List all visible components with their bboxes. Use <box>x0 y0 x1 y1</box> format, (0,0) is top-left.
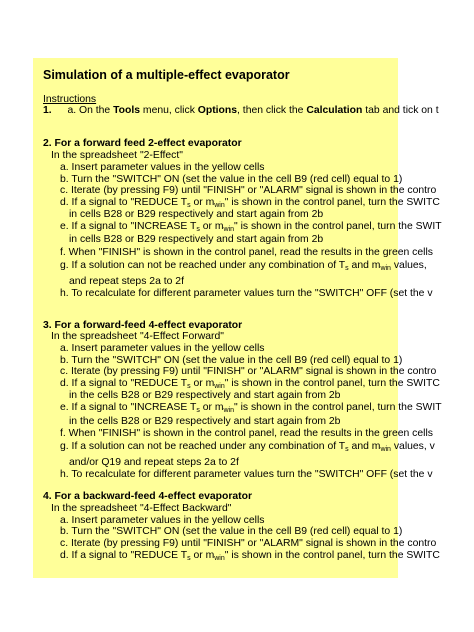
section-2-step-b: b. Turn the "SWITCH" ON (set the value in the cell B9 (red cell) equal to 1) <box>60 174 403 185</box>
section-2-step-e-cont: in cells B28 or B29 respectively and start again from 2b <box>69 234 324 245</box>
section-2-step-d: d. If a signal to "REDUCE $T_s$ or $m_{win}$" is shown in the control panel, turn the SWITC <box>60 197 440 209</box>
section-4-step-a: a. Insert parameter values in the yellow cells <box>60 515 265 526</box>
section-3-heading: 3. For a forward-feed 4-effect evaporator <box>43 320 243 331</box>
step-1: 1. a. On the Tools menu, click Options, then click the Calculation tab and tick on t <box>43 105 439 116</box>
section-3-step-f: f. When "FINISH" is shown in the control panel, read the results in the green cells <box>60 428 433 439</box>
section-2-heading: 2. For a forward feed 2-effect evaporator <box>43 138 242 149</box>
instructions-label: Instructions <box>43 94 97 105</box>
tools-menu-ref: Tools <box>113 105 141 116</box>
section-2-step-c: c. Iterate (by pressing F9) until "FINISH" or "ALARM" signal is shown in the contro <box>60 185 437 196</box>
section-2-step-g: g. If a solution can not be reached under any combination of $T_s$ and $m_{win}$ values, <box>60 260 427 272</box>
section-3-step-h: h. To recalculate for different parameter values turn the "SWITCH" OFF (set the v <box>60 469 433 480</box>
section-2-intro: In the spreadsheet "2-Effect" <box>51 150 183 161</box>
section-4-step-b: b. Turn the "SWITCH" ON (set the value in the cell B9 (red cell) equal to 1) <box>60 526 403 537</box>
spreadsheet-area <box>33 58 442 578</box>
section-3-step-g-cont: and/or Q19 and repeat steps 2a to 2f <box>69 457 239 468</box>
section-2-step-e: e. If a signal to "INCREASE $T_s$ or $m_{win}$" is shown in the control panel, turn the SWIT <box>60 221 442 233</box>
section-3-step-e-cont: in the cells B28 or B29 respectively and start again from 2b <box>69 416 341 427</box>
section-3-step-d-cont: in the cells B28 or B29 respectively and start again from 2b <box>69 390 341 401</box>
options-ref: Options <box>197 105 238 116</box>
section-2-step-f: f. When "FINISH" is shown in the control panel, read the results in the green cells <box>60 247 433 258</box>
section-3-intro: In the spreadsheet "4-Effect Forward" <box>51 331 224 342</box>
section-4-step-d: d. If a signal to "REDUCE $T_s$ or $m_{win}$" is shown in the control panel, turn the SWITC <box>60 550 440 562</box>
section-4-intro: In the spreadsheet "4-Effect Backward" <box>51 503 232 514</box>
section-3-step-b: b. Turn the "SWITCH" ON (set the value in the cell B9 (red cell) equal to 1) <box>60 355 403 366</box>
section-2-step-h: h. To recalculate for different parameter values turn the "SWITCH" OFF (set the v <box>60 288 433 299</box>
section-4-heading: 4. For a backward-feed 4-effect evaporator <box>43 491 253 502</box>
section-3-step-d: d. If a signal to "REDUCE $T_s$ or $m_{win}$" is shown in the control panel, turn the SWITC <box>60 378 440 390</box>
section-2-step-a: a. Insert parameter values in the yellow cells <box>60 162 265 173</box>
step-1-number: 1. <box>43 105 52 116</box>
section-3-step-e: e. If a signal to "INCREASE $T_s$ or $m_{win}$" is shown in the control panel, turn the SWIT <box>60 402 442 414</box>
section-3-step-g: g. If a solution can not be reached under any combination of $T_s$ and $m_{win}$ values, v <box>60 441 435 453</box>
calculation-tab-ref: Calculation <box>306 105 363 116</box>
section-3-step-a: a. Insert parameter values in the yellow cells <box>60 343 265 354</box>
section-4-step-c: c. Iterate (by pressing F9) until "FINISH" or "ALARM" signal is shown in the contro <box>60 538 437 549</box>
page-title: Simulation of a multiple-effect evaporator <box>43 68 290 82</box>
section-3-step-c: c. Iterate (by pressing F9) until "FINISH" or "ALARM" signal is shown in the contro <box>60 366 437 377</box>
section-2-step-g-cont: and repeat steps 2a to 2f <box>69 276 184 287</box>
section-2-step-d-cont: in cells B28 or B29 respectively and start again from 2b <box>69 209 324 220</box>
